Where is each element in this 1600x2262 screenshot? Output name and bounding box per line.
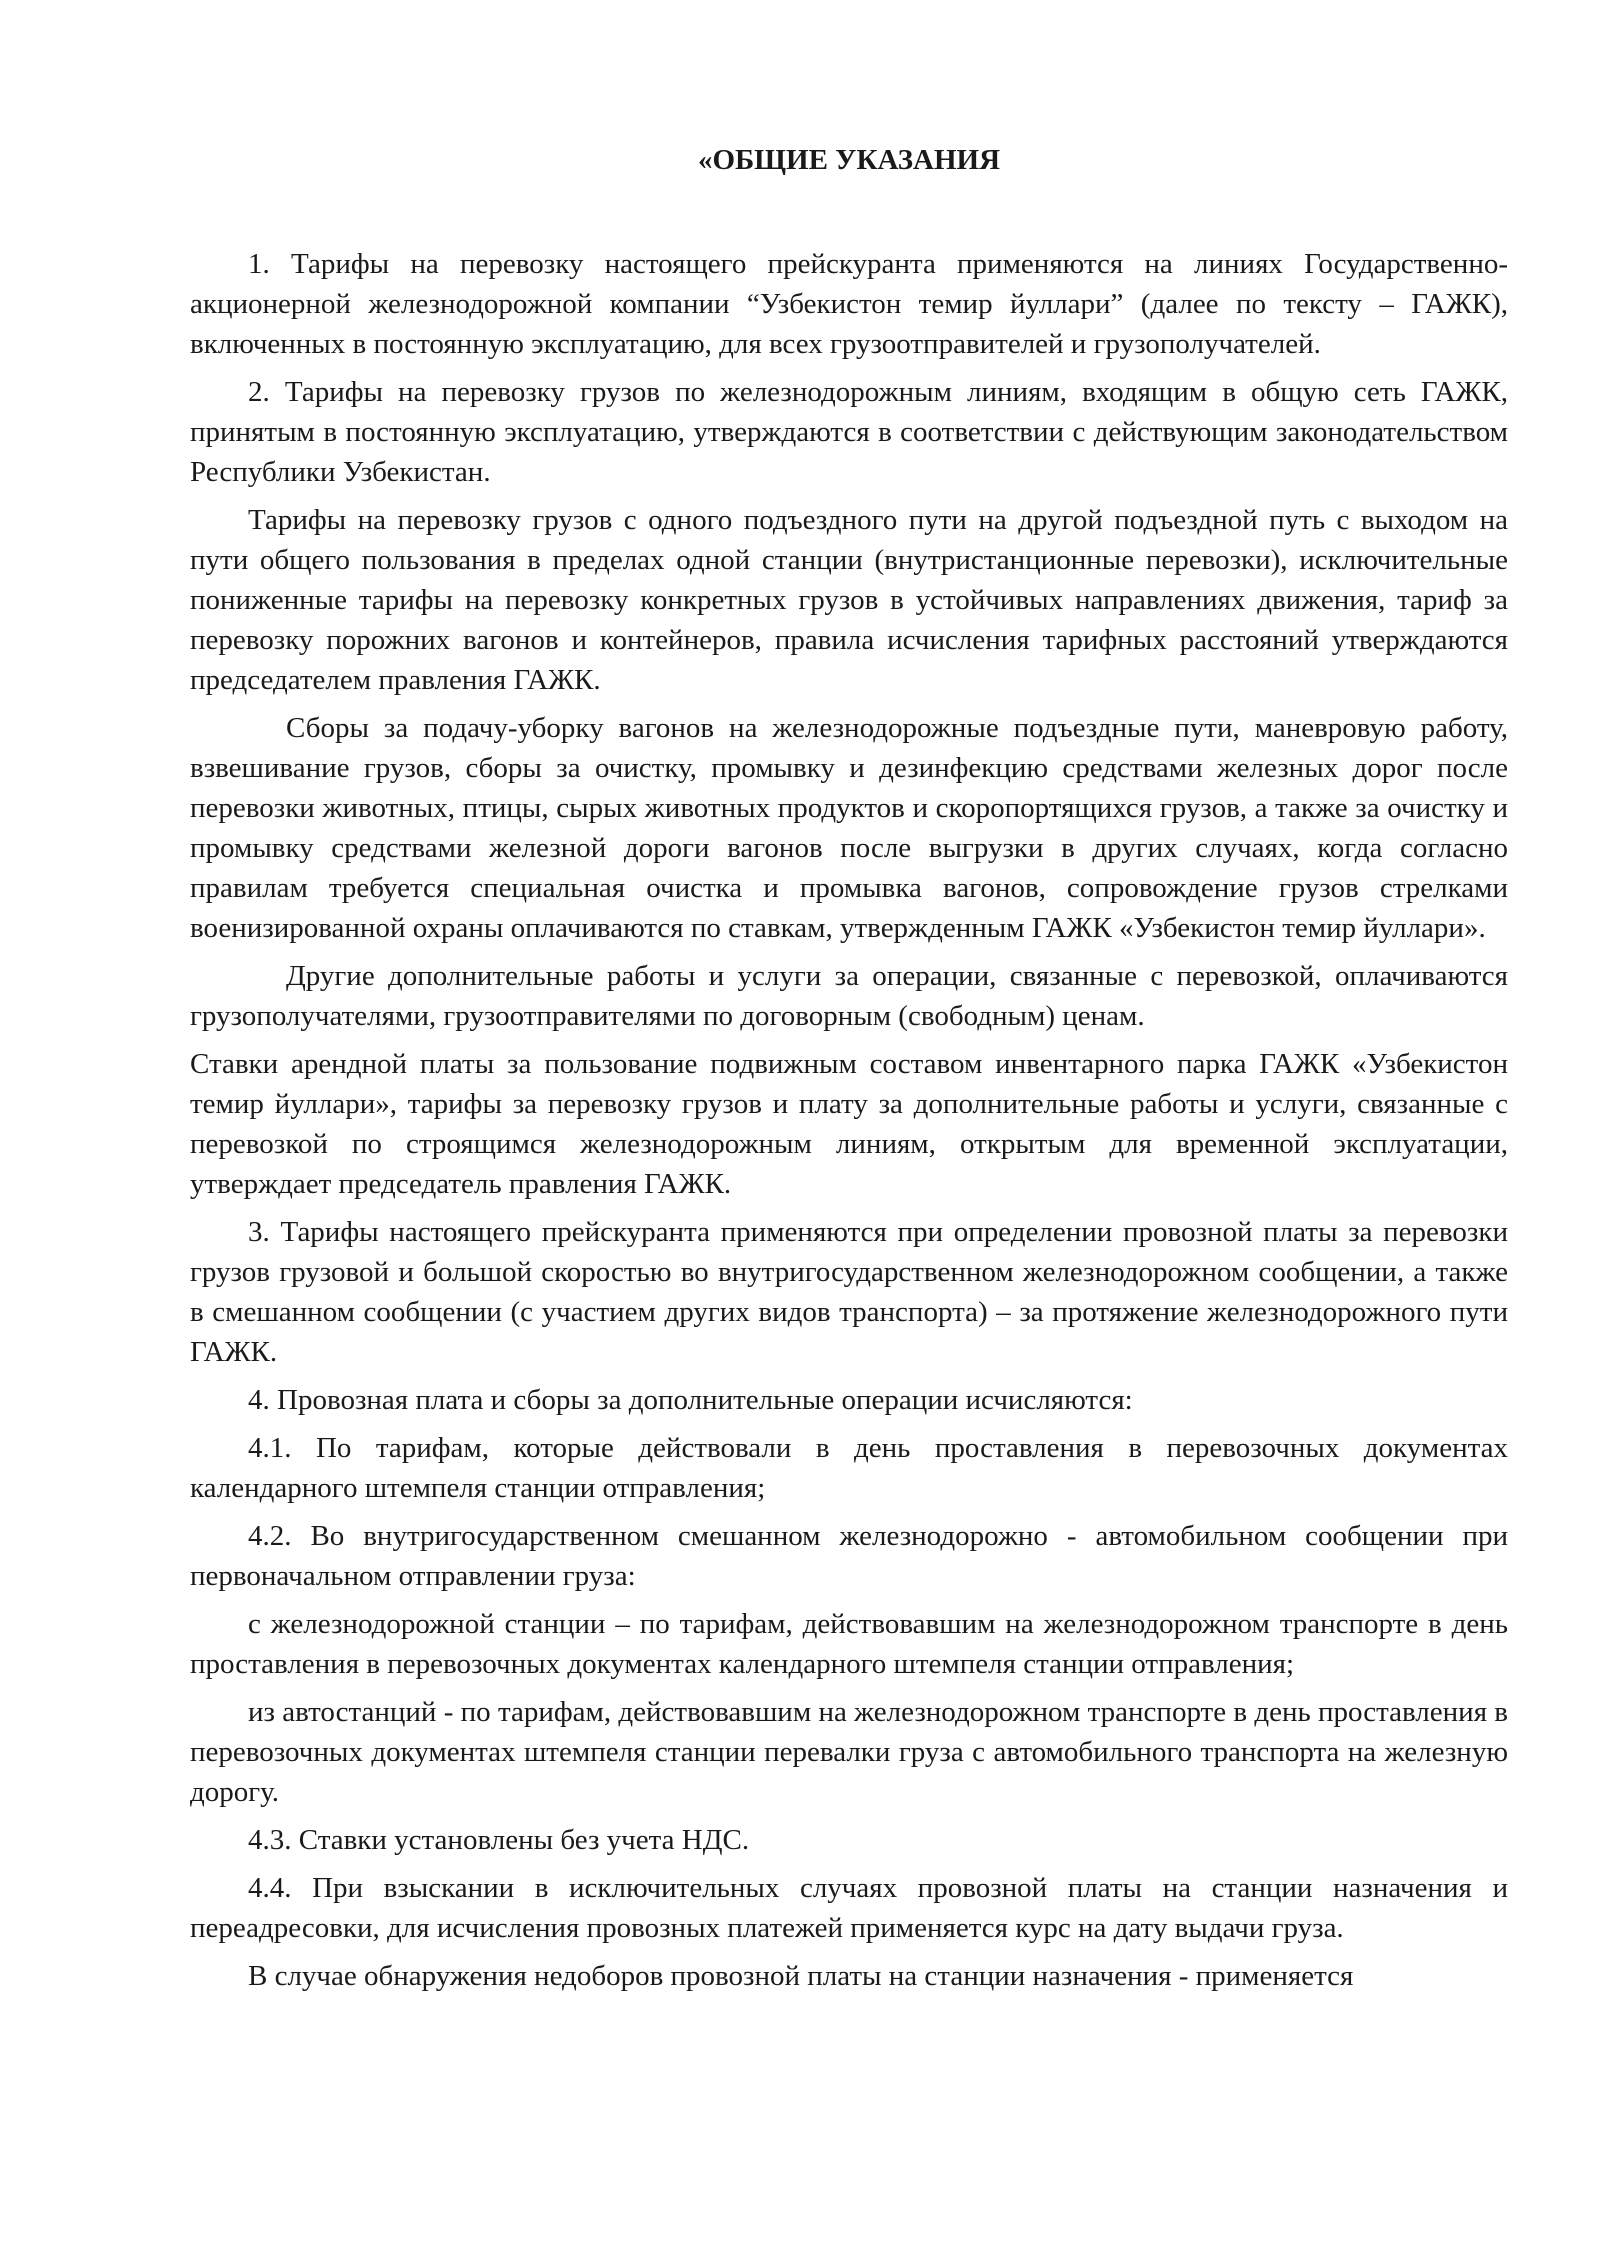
paragraph-intrastation-tariffs: Тарифы на перевозку грузов с одного подъездного пути на другой подъездной путь с выходом на пути общего пользования в пределах одной станции (внутристанционные перевозки), исключительные пониженные тарифы на перевозку конкретных грузов в устойчивых направлениях движения, тариф за перевозку порожних вагонов и контейнеров, правила исчисления тарифных расстояний утверждаются председателем правления ГАЖК. (190, 504, 1508, 696)
paragraph-from-railway-station: с железнодорожной станции – по тарифам, действовавшим на железнодорожном транспорте в день проставления в перевозочных документах календарного штемпеля станции отправления; (190, 1608, 1508, 1680)
paragraph-4-4-exchange-rate: 4.4. При взыскании в исключительных случаях провозной платы на станции назначения и переадресовки, для исчисления провозных платежей применяется курс на дату выдачи груза. (190, 1872, 1508, 1944)
document-body (190, 140, 1508, 2004)
paragraph-from-bus-station: из автостанций - по тарифам, действовавшим на железнодорожном транспорте в день проставления в перевозочных документах штемпеля станции перевалки груза с автомобильного транспорта на железную дорогу. (190, 1696, 1508, 1808)
paragraph-2-tariff-approval: 2. Тарифы на перевозку грузов по железнодорожным линиям, входящим в общую сеть ГАЖК, принятым в постоянную эксплуатацию, утверждаются в соответствии с действующим законодательством Республики Узбекистан. (190, 376, 1508, 488)
paragraph-4-fee-calculation: 4. Провозная плата и сборы за дополнительные операции исчисляются: (248, 1384, 1133, 1416)
paragraph-rental-rates: Ставки арендной платы за пользование подвижным составом инвентарного парка ГАЖК «Узбекистон темир йуллари», тарифы за перевозку грузов и плату за дополнительные работы и услуги, связанные с перевозкой по строящимся железнодорожным линиям, открытым для временной эксплуатации, утверждает председатель правления ГАЖК. (190, 1048, 1508, 1200)
paragraph-underpayment: В случае обнаружения недоборов провозной платы на станции назначения - применяется (248, 1960, 1354, 1992)
paragraph-1-tariff-application: 1. Тарифы на перевозку настоящего прейскуранта применяются на линиях Государственно-акционерной железнодорожной компании “Узбекистон темир йуллари” (далее по тексту – ГАЖК), включенных в постоянную эксплуатацию, для всех грузоотправителей и грузополучателей. (190, 248, 1508, 360)
paragraph-3-tariff-scope: 3. Тарифы настоящего прейскуранта применяются при определении провозной платы за перевозки грузов грузовой и большой скоростью во внутригосударственном железнодорожном сообщении, а также в смешанном сообщении (с участием других видов транспорта) – за протяжение железнодорожного пути ГАЖК. (190, 1216, 1508, 1368)
paragraph-4-2: 4.2. Во внутригосударственном смешанном железнодорожно - автомобильном сообщении при первоначальном отправлении груза: (190, 1520, 1508, 1592)
paragraph-additional-services: Другие дополнительные работы и услуги за операции, связанные с перевозкой, оплачиваются грузополучателями, грузоотправителями по договорным (свободным) ценам. (190, 960, 1508, 1032)
paragraph-4-3-vat: 4.3. Ставки установлены без учета НДС. (248, 1824, 750, 1856)
paragraph-fees-wagon-supply: Сборы за подачу-уборку вагонов на железнодорожные подъездные пути, маневровую работу, взвешивание грузов, сборы за очистку, промывку и дезинфекцию средствами железных дорог после перевозки животных, птицы, сырых животных продуктов и скоропортящихся грузов, а также за очистку и промывку средствами железной дороги вагонов после выгрузки в других случаях, когда согласно правилам требуется специальная очистка и промывка вагонов, сопровождение грузов стрелками военизированной охраны оплачиваются по ставкам, утвержденным ГАЖК «Узбекистон темир йуллари». (190, 712, 1508, 944)
document-title: «ОБЩИЕ УКАЗАНИЯ (697, 144, 1001, 176)
paragraph-4-1: 4.1. По тарифам, которые действовали в день проставления в перевозочных документах календарного штемпеля станции отправления; (190, 1432, 1508, 1504)
